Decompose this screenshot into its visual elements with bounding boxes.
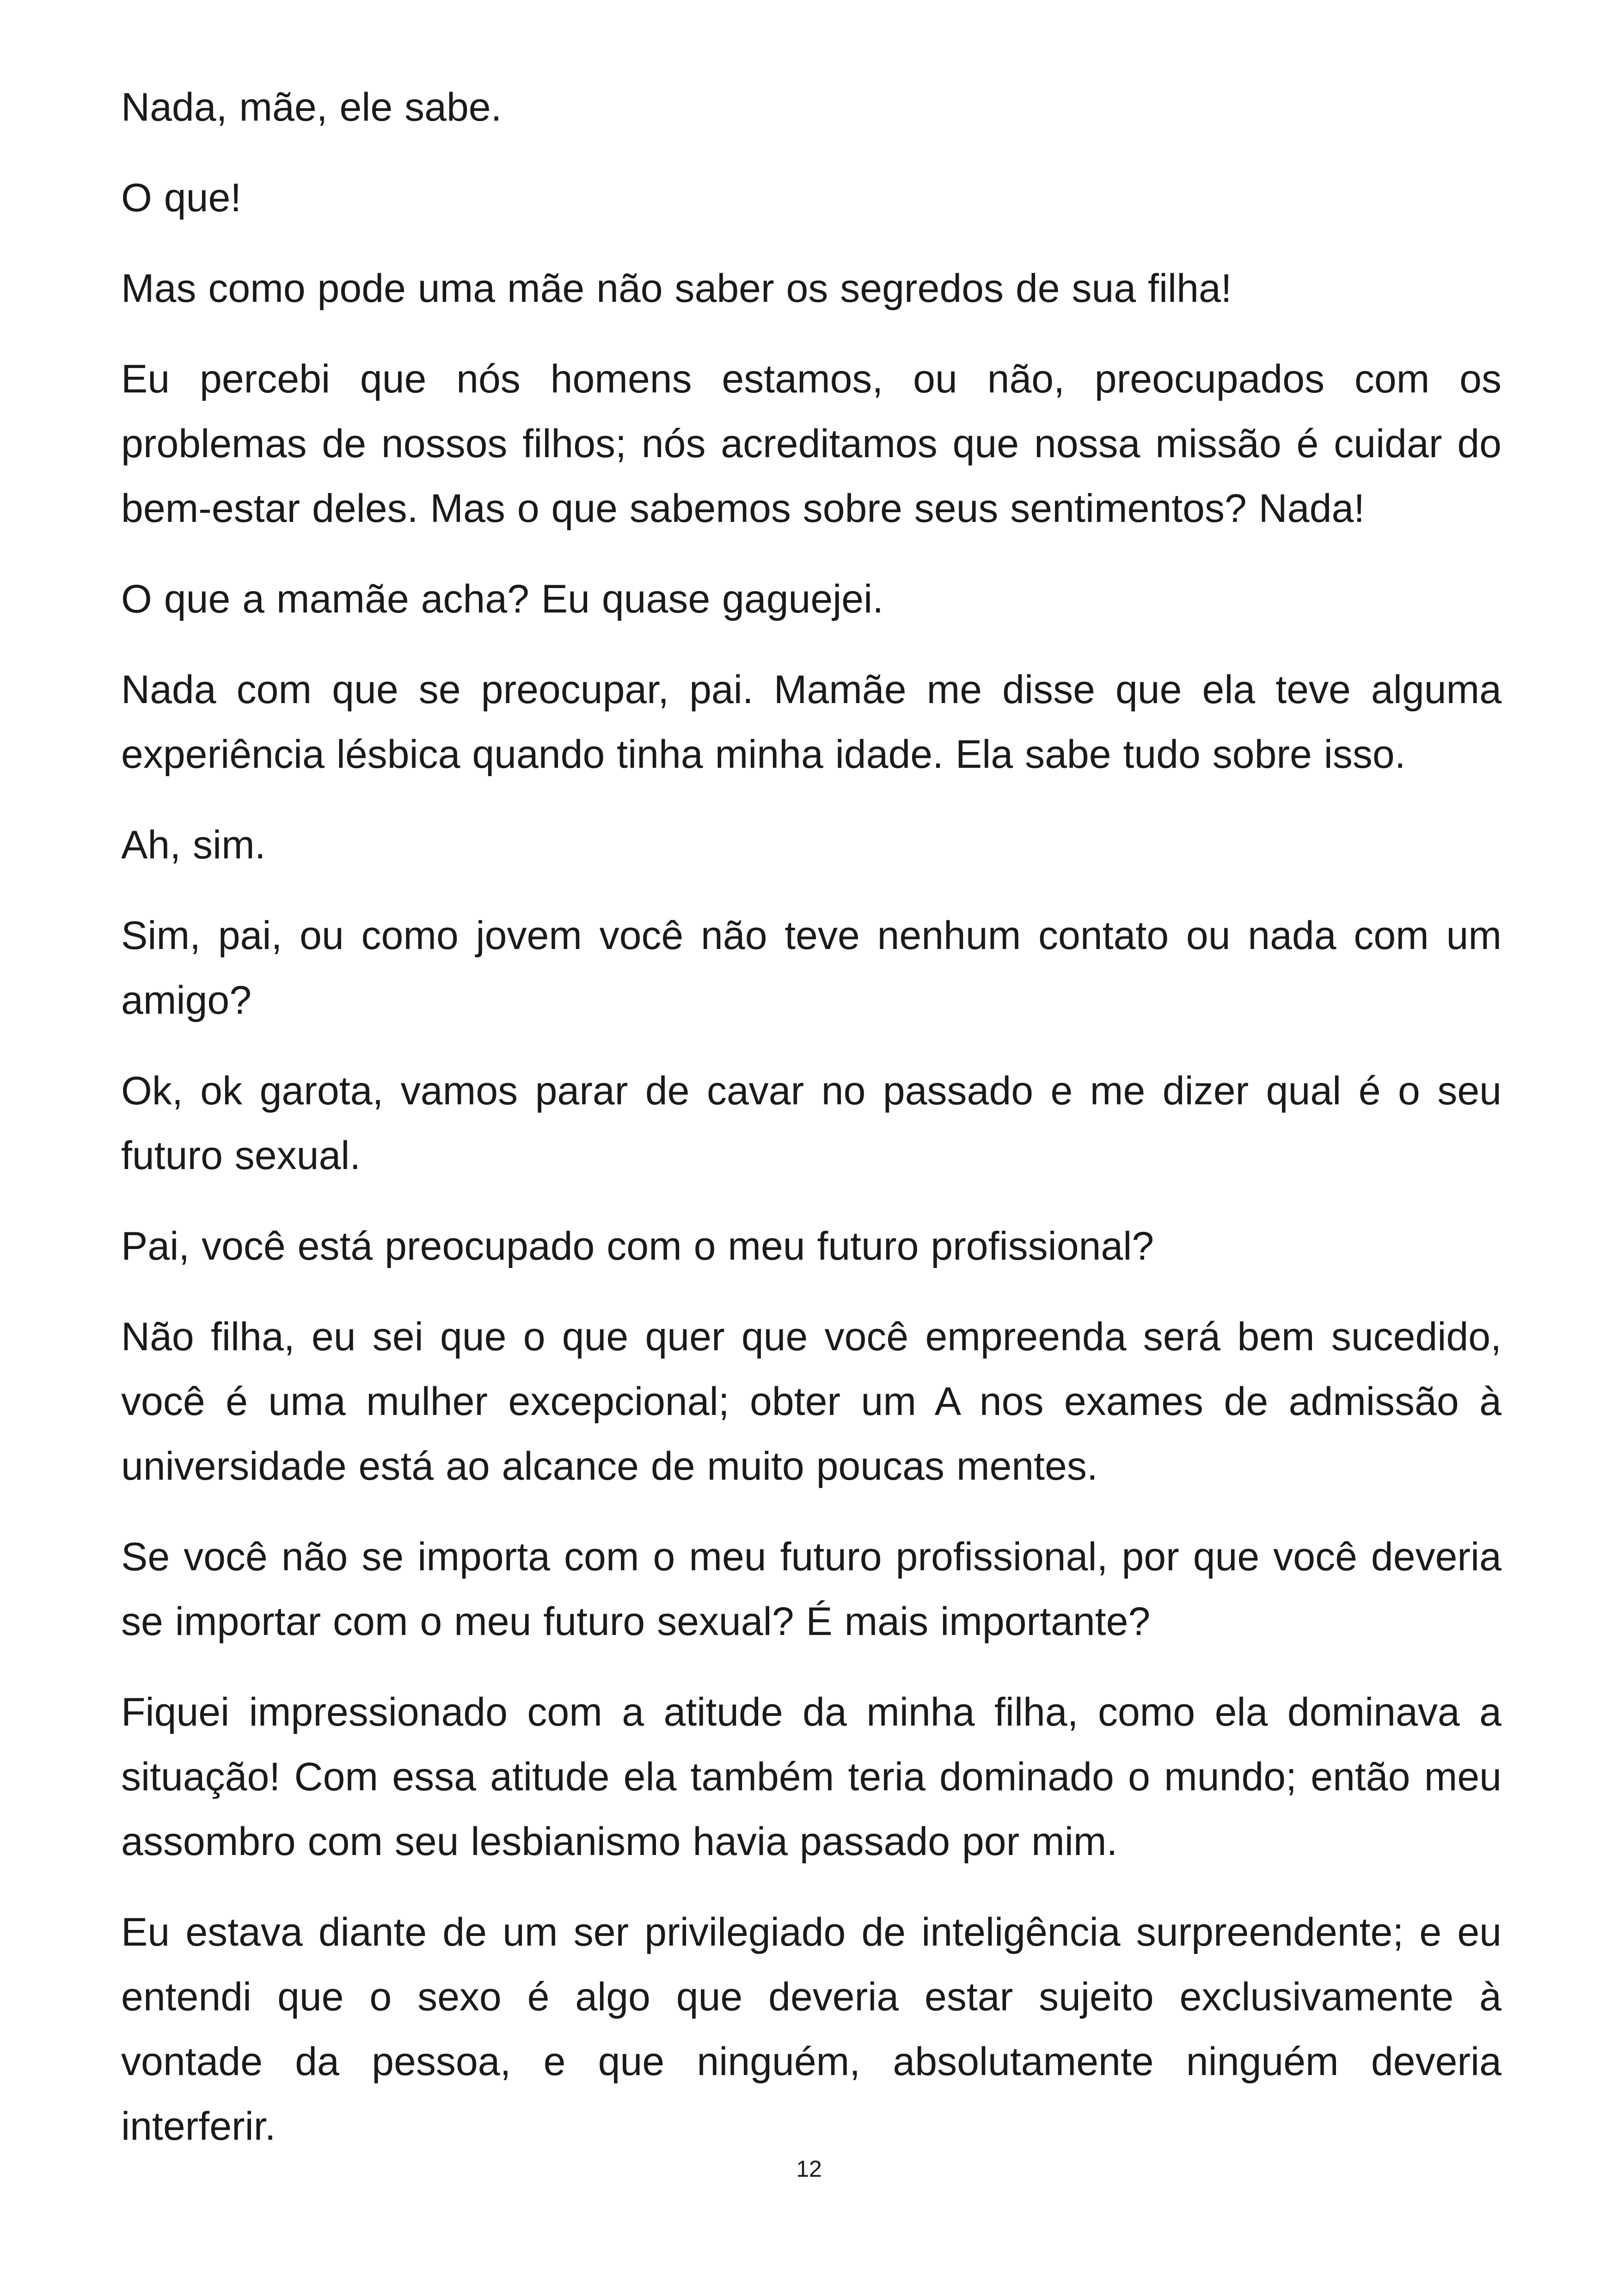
paragraph: Eu estava diante de um ser privilegiado de inteligência surpreendente; e eu entendi que o sexo é algo que deveria estar sujeito exclusivamente à vontade da pessoa, e que ninguém, absolutamente ninguém deveria interferir.: [121, 1910, 1502, 2149]
paragraph: Pai, você está preocupado com o meu futuro profissional?: [121, 1224, 1154, 1268]
paragraph: Mas como pode uma mãe não saber os segredos de sua filha!: [121, 266, 1232, 311]
paragraph: Nada, mãe, ele sabe.: [121, 85, 502, 129]
paragraph: Eu percebi que nós homens estamos, ou não, preocupados com os problemas de nossos filhos; nós acreditamos que nossa missão é cuidar do bem-estar deles. Mas o que sabemos sobre seus sentimentos? Nada!: [121, 357, 1502, 531]
paragraph: Se você não se importa com o meu futuro profissional, por que você deveria se importar com o meu futuro sexual? É mais importante?: [121, 1535, 1502, 1644]
paragraph: Não filha, eu sei que o que quer que você empreenda será bem sucedido, você é uma mulher excepcional; obter um A nos exames de admissão à universidade está ao alcance de muito poucas mentes.: [121, 1315, 1502, 1488]
paragraph: Fiquei impressionado com a atitude da minha filha, como ela dominava a situação! Com essa atitude ela também teria dominado o mundo; então meu assombro com seu lesbianismo havia passado por mim.: [121, 1690, 1502, 1864]
paragraph: Ok, ok garota, vamos parar de cavar no passado e me dizer qual é o seu futuro sexual.: [121, 1069, 1502, 1178]
paragraph: O que!: [121, 176, 242, 220]
paragraph: O que a mamãe acha? Eu quase gaguejei.: [121, 577, 884, 621]
page-body: [121, 75, 1502, 2185]
paragraph: Sim, pai, ou como jovem você não teve nenhum contato ou nada com um amigo?: [121, 913, 1502, 1022]
paragraph: Nada com que se preocupar, pai. Mamãe me disse que ela teve alguma experiência lésbica quando tinha minha idade. Ela sabe tudo sobre isso.: [121, 667, 1502, 777]
page-number: 12: [796, 2156, 822, 2182]
paragraph: Ah, sim.: [121, 823, 266, 867]
